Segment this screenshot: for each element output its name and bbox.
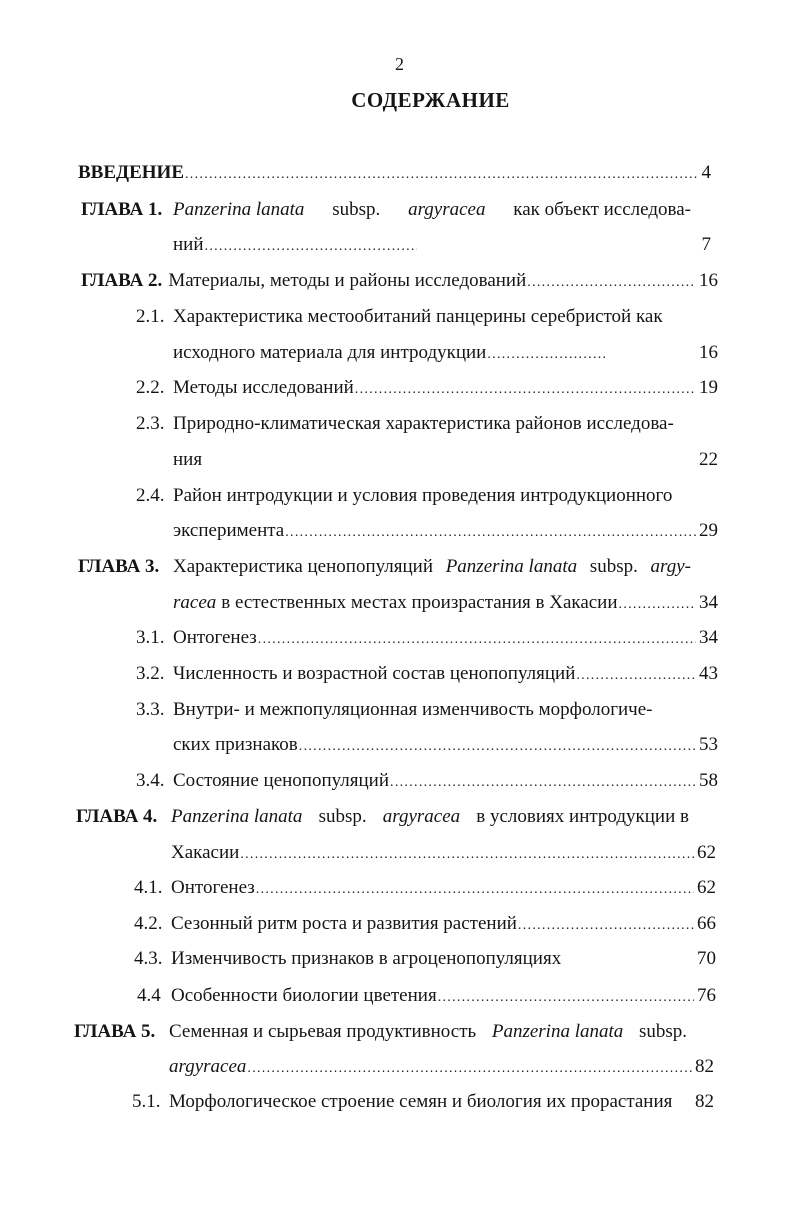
dot-leader bbox=[240, 842, 694, 868]
toc-text: ния bbox=[173, 449, 203, 470]
toc-entry-4-2[interactable] bbox=[171, 911, 716, 937]
toc-page: 7 bbox=[701, 234, 711, 255]
toc-page: 62 bbox=[697, 842, 716, 863]
dot-leader bbox=[299, 734, 696, 760]
toc-section-number: 2.4. bbox=[136, 485, 165, 506]
toc-text: Хакасии bbox=[171, 842, 240, 863]
toc-italic: argyracea bbox=[382, 806, 461, 827]
toc-page: 34 bbox=[699, 627, 718, 648]
toc-chapter-label: ГЛАВА 4. bbox=[76, 806, 158, 827]
toc-text: Особенности биологии цветения bbox=[171, 985, 437, 1006]
toc-chapter-label: ГЛАВА 5. bbox=[74, 1021, 156, 1042]
toc-text: Изменчивость признаков в агроценопопуляциях bbox=[171, 948, 562, 969]
toc-text: Состояние ценопопуляций bbox=[173, 770, 390, 791]
toc-entry-3-2[interactable] bbox=[173, 661, 718, 687]
toc-entry-intro[interactable] bbox=[78, 160, 711, 186]
toc-text: Методы исследований bbox=[173, 377, 354, 398]
dot-leader bbox=[247, 1056, 692, 1082]
toc-section-number: 4.3. bbox=[134, 948, 163, 969]
toc-page: 19 bbox=[699, 377, 718, 398]
toc-text: Природно-климатическая характеристика районов исследова- bbox=[173, 413, 674, 434]
toc-entry-3-1[interactable] bbox=[173, 625, 718, 651]
toc-text: ний bbox=[173, 234, 204, 255]
toc-entry-ch5-cont bbox=[169, 1054, 714, 1080]
toc-text: Район интродукции и условия проведения интродукционного bbox=[173, 485, 673, 506]
toc-entry-3-3-cont bbox=[173, 732, 718, 758]
toc-section-number: 3.3. bbox=[136, 699, 165, 720]
toc-entry-ch3-cont bbox=[173, 590, 718, 616]
toc-page: 22 bbox=[699, 449, 718, 470]
dot-leader bbox=[355, 377, 696, 403]
toc-text: Численность и возрастной состав ценопопуляций bbox=[173, 663, 576, 684]
dot-leader bbox=[390, 770, 696, 796]
dot-leader bbox=[518, 913, 694, 939]
toc-entry-2-1-cont bbox=[173, 340, 610, 366]
toc-text: Онтогенез bbox=[173, 627, 257, 648]
toc-text: эксперимента bbox=[173, 520, 285, 541]
toc-text: subsp. bbox=[318, 806, 367, 827]
toc-page: 53 bbox=[699, 734, 718, 755]
toc-section-number: 4.2. bbox=[134, 913, 163, 934]
toc-page: 76 bbox=[697, 985, 716, 1006]
toc-entry-ch1[interactable] bbox=[173, 197, 691, 223]
toc-italic: argyracea bbox=[169, 1056, 247, 1077]
toc-text: Характеристика местообитаний панцерины серебристой как bbox=[173, 306, 663, 327]
toc-page: 58 bbox=[699, 770, 718, 791]
dot-leader bbox=[205, 234, 417, 260]
toc-page: 62 bbox=[697, 877, 716, 898]
toc-text: ских признаков bbox=[173, 734, 298, 755]
toc-text: в условиях интродукции в bbox=[476, 806, 689, 827]
toc-entry-2-2[interactable] bbox=[173, 375, 718, 401]
toc-page: 70 bbox=[697, 948, 716, 969]
toc-italic: Panzerina lanata bbox=[445, 556, 578, 577]
toc-page: 16 bbox=[699, 342, 718, 363]
toc-label: ВВЕДЕНИЕ bbox=[78, 162, 184, 183]
toc-entry-ch1-cont bbox=[173, 232, 420, 258]
toc-text: Внутри- и межпопуляционная изменчивость морфологиче- bbox=[173, 699, 653, 720]
dot-leader bbox=[576, 663, 696, 689]
toc-italic: argyracea bbox=[408, 199, 486, 220]
toc-entry-4-1[interactable] bbox=[171, 875, 716, 901]
toc-text: Морфологическое строение семян и биология их прорастания bbox=[169, 1091, 673, 1112]
toc-page: 82 bbox=[695, 1056, 714, 1077]
toc-entry-2-3[interactable] bbox=[173, 411, 691, 437]
dot-leader bbox=[487, 342, 607, 368]
toc-entry-4-4[interactable] bbox=[171, 983, 716, 1009]
toc-page: 66 bbox=[697, 913, 716, 934]
toc-italic: racea bbox=[173, 592, 217, 613]
dot-leader bbox=[258, 627, 696, 653]
toc-text: исходного материала для интродукции bbox=[173, 342, 487, 363]
toc-page: 29 bbox=[699, 520, 718, 541]
toc-entry-ch4-cont bbox=[171, 840, 716, 866]
toc-section-number: 2.2. bbox=[136, 377, 165, 398]
toc-text: Семенная и сырьевая продуктивность bbox=[169, 1021, 477, 1042]
toc-section-number: 2.1. bbox=[136, 306, 165, 327]
dot-leader bbox=[619, 592, 696, 618]
toc-text: Онтогенез bbox=[171, 877, 255, 898]
toc-page: 82 bbox=[695, 1091, 714, 1112]
toc-entry-2-1[interactable] bbox=[173, 304, 691, 330]
toc-entry-ch2[interactable] bbox=[81, 268, 718, 294]
toc-text: как объект исследова- bbox=[513, 199, 691, 220]
toc-text: Характеристика ценопопуляций bbox=[173, 556, 433, 577]
toc-entry-2-4-cont bbox=[173, 518, 718, 544]
toc-entry-ch3[interactable] bbox=[173, 554, 691, 580]
dot-leader bbox=[285, 520, 696, 546]
toc-page: 43 bbox=[699, 663, 718, 684]
toc-text: Сезонный ритм роста и развития растений bbox=[171, 913, 517, 934]
toc-text: subsp. bbox=[638, 1021, 687, 1042]
toc-chapter-label: ГЛАВА 3. bbox=[78, 556, 160, 577]
toc-section-number: 3.4. bbox=[136, 770, 165, 791]
toc-text: в естественных местах произрастания в Хакасии bbox=[221, 592, 618, 613]
dot-leader bbox=[527, 270, 696, 296]
toc-page: 34 bbox=[699, 592, 718, 613]
dot-leader bbox=[185, 162, 699, 188]
toc-section-number: 3.1. bbox=[136, 627, 165, 648]
toc-section-number: 5.1. bbox=[132, 1091, 161, 1112]
toc-chapter-label: ГЛАВА 1. bbox=[81, 199, 163, 220]
toc-italic: Panzerina lanata bbox=[173, 199, 305, 220]
toc-text: subsp. bbox=[332, 199, 381, 220]
toc-section-number: 3.2. bbox=[136, 663, 165, 684]
page-title: СОДЕРЖАНИЕ bbox=[351, 88, 510, 112]
toc-italic: argy- bbox=[650, 556, 691, 577]
toc-entry-5-1[interactable] bbox=[169, 1089, 714, 1115]
dot-leader bbox=[438, 985, 694, 1011]
toc-entry-ch5[interactable] bbox=[169, 1019, 687, 1045]
toc-chapter-label: ГЛАВА 2. bbox=[81, 270, 163, 291]
toc-entry-4-3[interactable] bbox=[171, 946, 716, 972]
toc-page: 16 bbox=[699, 270, 718, 291]
toc-section-number: 4.1. bbox=[134, 877, 163, 898]
page-number: 2 bbox=[395, 54, 404, 74]
toc-text: subsp. bbox=[589, 556, 638, 577]
toc-entry-ch4[interactable] bbox=[171, 804, 689, 830]
toc-section-number: 2.3. bbox=[136, 413, 165, 434]
dot-leader bbox=[256, 877, 694, 903]
toc-entry-2-4[interactable] bbox=[173, 483, 691, 509]
toc-section-number: 4.4 bbox=[137, 985, 161, 1006]
toc-page: 4 bbox=[701, 162, 711, 183]
toc-entry-3-3[interactable] bbox=[173, 697, 691, 723]
toc-italic: Panzerina lanata bbox=[171, 806, 303, 827]
toc-italic: Panzerina lanata bbox=[491, 1021, 624, 1042]
toc-entry-3-4[interactable] bbox=[173, 768, 718, 794]
toc-text: Материалы, методы и районы исследований bbox=[168, 270, 527, 291]
